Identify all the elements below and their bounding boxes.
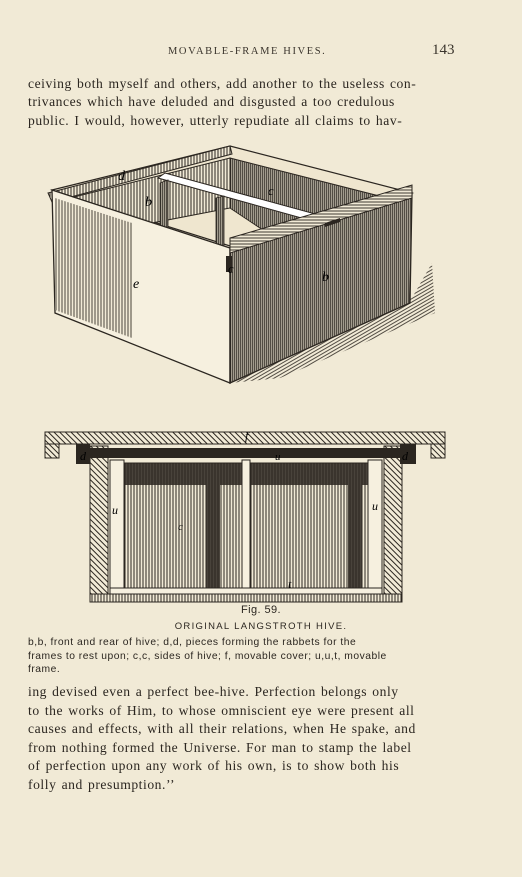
page-number: 143	[432, 42, 455, 58]
text-line: ceiving both myself and others, add another to the useless con-	[28, 76, 417, 91]
running-title: MOVABLE-FRAME HIVES.	[168, 46, 327, 57]
text-line: trivances which have deluded and disgusted a too credulous	[28, 94, 395, 110]
label-u: u	[372, 499, 378, 513]
running-head	[0, 44, 522, 64]
text-line: causes and effects, with all their relations, when He spake, and	[28, 721, 416, 737]
label-f: f	[245, 429, 249, 443]
label-u: u	[275, 451, 281, 463]
text-line: of perfection upon any work of his own, is to show both his	[28, 758, 400, 774]
figure-title: ORIGINAL LANGSTROTH HIVE.	[174, 621, 348, 632]
label-c: c	[268, 183, 274, 198]
label-t: t	[288, 577, 292, 591]
label-c: c	[228, 261, 234, 276]
text-line: ing devised even a perfect bee-hive. Perfection belongs only	[28, 684, 399, 699]
text-line: public. I would, however, utterly repudiate all claims to hav-	[28, 112, 403, 128]
caption-line: frame.	[28, 664, 61, 675]
label-b: b	[145, 195, 152, 210]
caption-line: b,b, front and rear of hive; d,d, pieces forming the rabbets for the	[28, 637, 357, 648]
label-b: b	[322, 270, 329, 285]
text-line: from nothing formed the Universe. For man to stamp the label	[28, 739, 412, 755]
label-u: u	[112, 503, 118, 517]
hive-cross-section-illustration	[40, 428, 450, 603]
label-d: d	[118, 169, 125, 184]
figure-number: Fig. 59.	[241, 604, 281, 616]
label-c: c	[178, 521, 183, 533]
paragraph-top	[28, 75, 462, 130]
label-e: e	[133, 277, 140, 292]
text-line: to the works of Him, to whose omniscient eye were present all	[28, 702, 415, 718]
figure-caption	[28, 636, 462, 677]
label-d: d	[402, 449, 408, 463]
paragraph-bottom	[28, 683, 462, 795]
caption-line: frames to rest upon; c,c, sides of hive; f, movable cover; u,u,t, movable	[28, 650, 387, 662]
label-d: d	[80, 449, 86, 463]
hive-perspective-illustration	[40, 138, 440, 388]
text-line: folly and presumption.’’	[28, 776, 176, 792]
